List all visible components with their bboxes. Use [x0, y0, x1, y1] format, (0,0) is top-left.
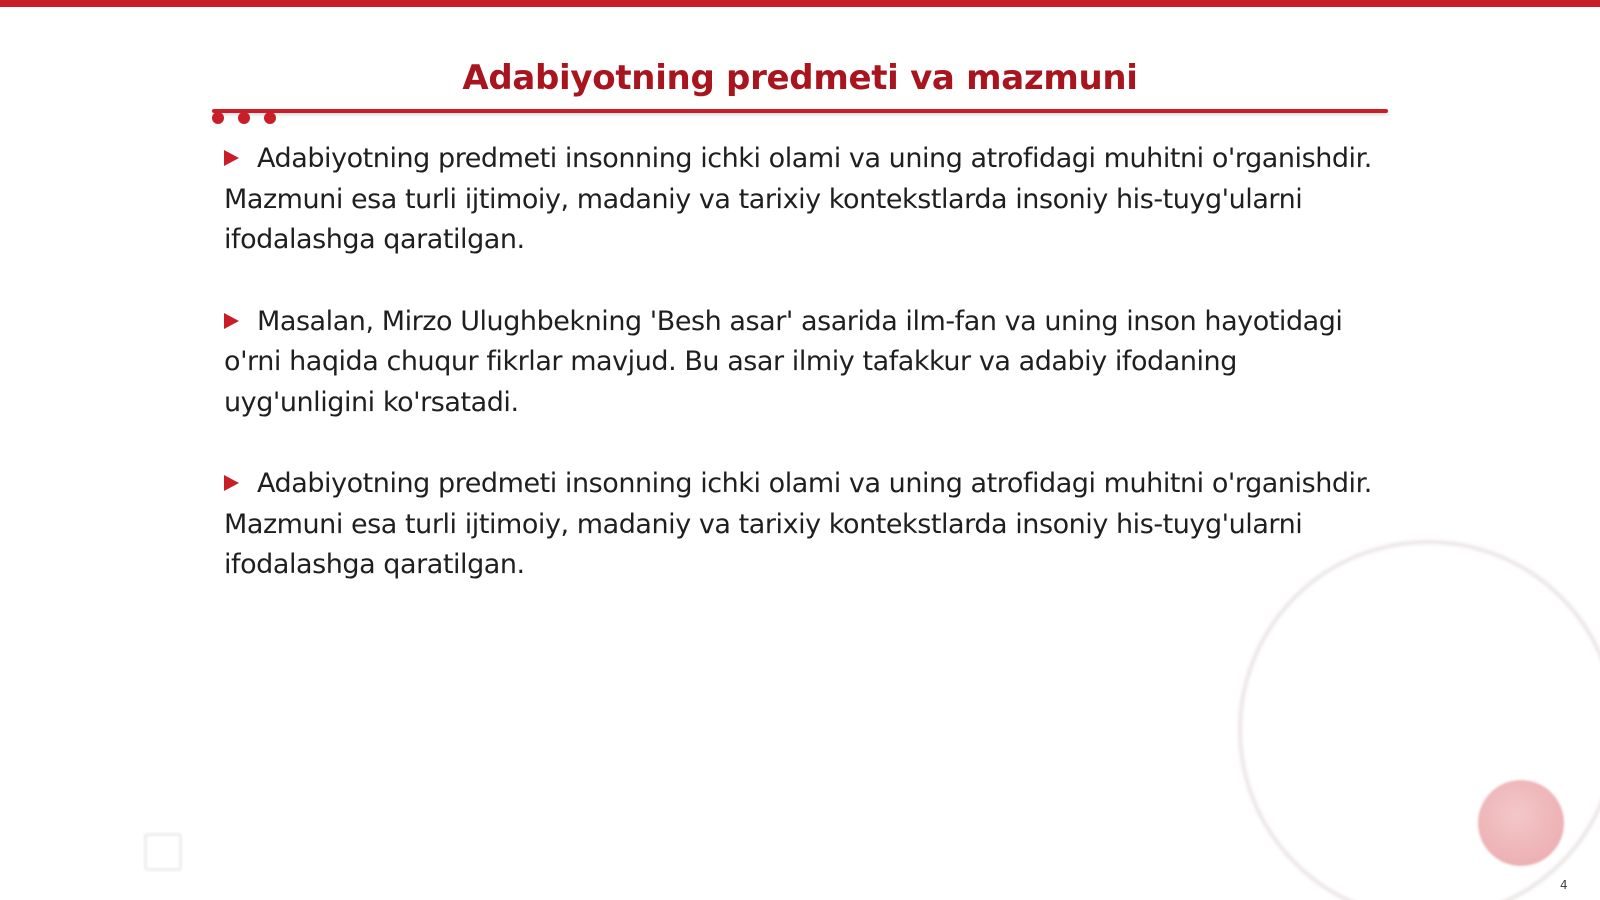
decor-square	[144, 833, 182, 871]
triangle-right-icon	[224, 150, 239, 166]
bullet-list	[224, 139, 1384, 627]
bullet-text: Adabiyotning predmeti insonning ichki olami va uning atrofidagi muhitni o'rganishdir. Mazmuni esa turli ijtimoiy, madaniy va tarixiy kontekstlarda insoniy his-tuyg'ularni ifodalashga qaratilgan.	[224, 468, 1372, 580]
bullet-text: Adabiyotning predmeti insonning ichki olami va uning atrofidagi muhitni o'rganishdir. Mazmuni esa turli ijtimoiy, madaniy va tarixiy kontekstlarda insoniy his-tuyg'ularni ifodalashga qaratilgan.	[224, 143, 1372, 255]
title-underline	[212, 109, 1388, 113]
bullet-item	[224, 464, 1384, 586]
top-accent-band	[0, 0, 1600, 7]
slide-number: 4	[1560, 878, 1568, 892]
decor-dot	[238, 112, 250, 124]
bullet-text: Masalan, Mirzo Ulughbekning 'Besh asar' asarida ilm-fan va uning inson hayotidagi o'rni haqida chuqur fikrlar mavjud. Bu asar ilmiy tafakkur va adabiy ifodaning uyg'unligini ko'rsatadi.	[224, 305, 1343, 418]
triangle-right-icon	[224, 475, 239, 491]
decor-bubble	[1478, 780, 1564, 866]
decor-dot	[264, 112, 276, 124]
bullet-item	[224, 139, 1384, 261]
decor-dot	[212, 112, 224, 124]
slide-title: Adabiyotning predmeti va mazmuni	[462, 58, 1138, 98]
bullet-item	[224, 302, 1384, 424]
triangle-right-icon	[224, 313, 239, 329]
